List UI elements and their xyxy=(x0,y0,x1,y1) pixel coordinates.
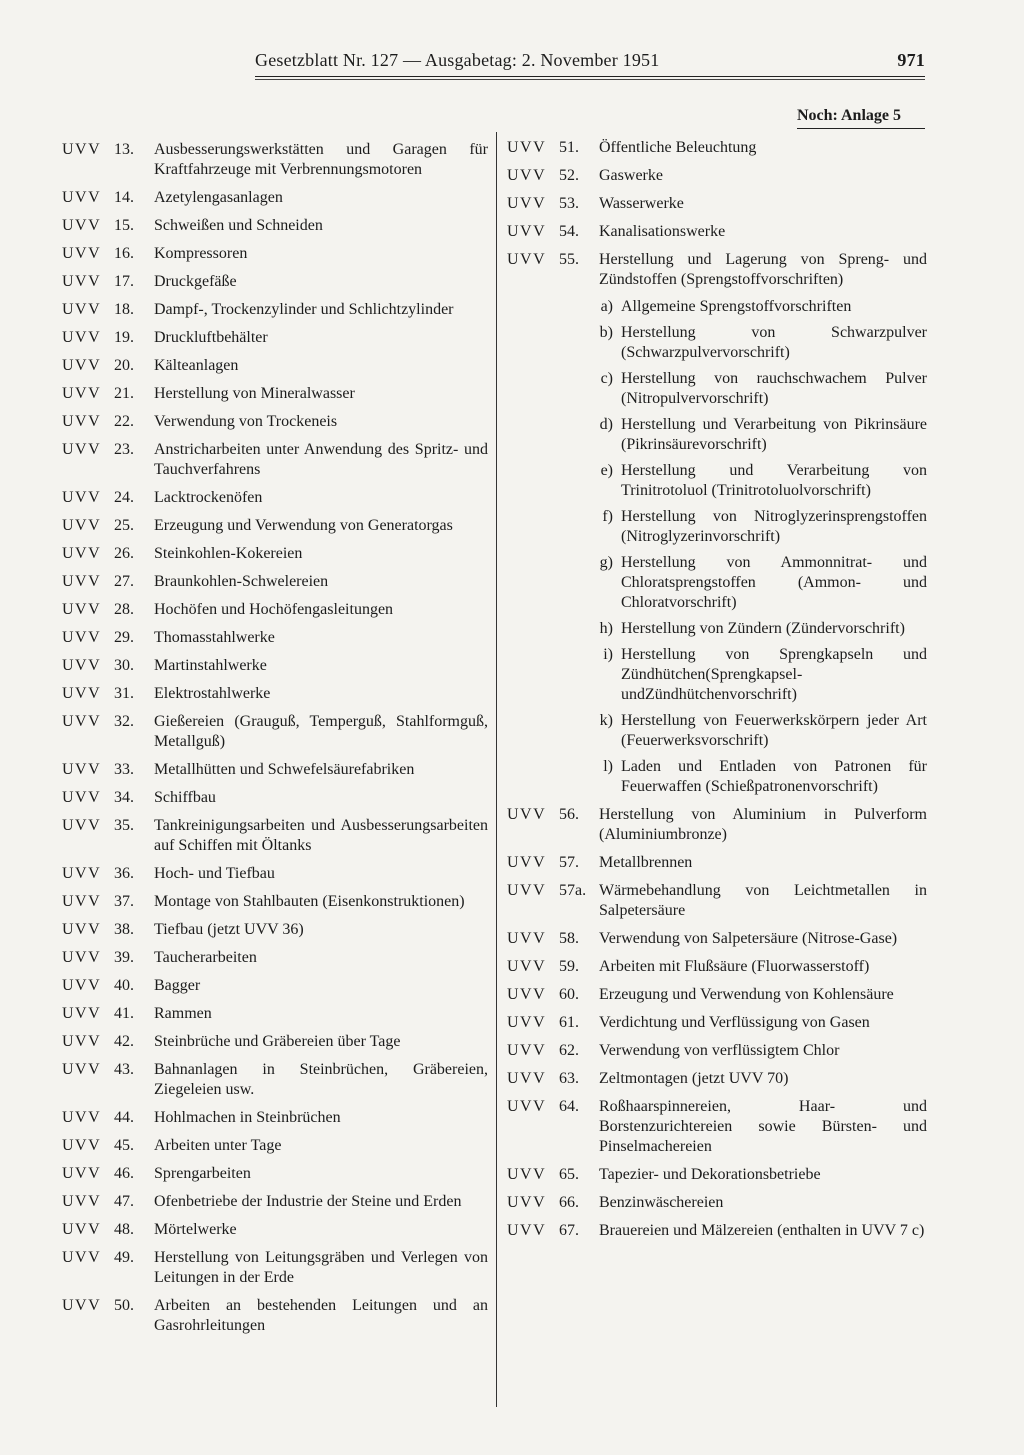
entry-title: Arbeiten unter Tage xyxy=(154,1137,282,1154)
entry-prefix: UVV xyxy=(62,1249,102,1266)
regulation-entry xyxy=(62,976,488,996)
entry-prefix: UVV xyxy=(62,301,102,318)
entry-title: Arbeiten mit Flußsäure (Fluorwasserstoff) xyxy=(599,958,870,975)
sub-letter: a) xyxy=(600,298,613,315)
header-rule xyxy=(255,76,925,77)
regulation-entry xyxy=(62,1004,488,1024)
regulation-entry xyxy=(62,572,488,592)
entry-prefix: UVV xyxy=(62,817,102,834)
entry-title: Druckgefäße xyxy=(154,273,237,290)
regulation-entry xyxy=(62,788,488,808)
entry-prefix: UVV xyxy=(62,629,102,646)
entry-number: 67. xyxy=(559,1222,579,1239)
entry-prefix: UVV xyxy=(507,854,547,871)
entry-title: Herstellung von Leitungsgräben und Verlegen von Leitungen in der Erde xyxy=(154,1249,488,1286)
entry-number: 17. xyxy=(114,273,134,290)
entry-prefix: UVV xyxy=(507,930,547,947)
entry-title: Schweißen und Schneiden xyxy=(154,217,323,234)
entry-prefix: UVV xyxy=(62,385,102,402)
entry-title: Anstricharbeiten unter Anwendung des Spritz- und Tauchverfahrens xyxy=(154,441,488,478)
regulation-entry xyxy=(507,1193,927,1213)
entry-number: 48. xyxy=(114,1221,134,1238)
entry-title: Gießereien (Grauguß, Temperguß, Stahlformguß, Metallguß) xyxy=(154,713,488,750)
entry-number: 52. xyxy=(559,167,579,184)
entry-number: 64. xyxy=(559,1098,579,1115)
sub-title: Herstellung von Sprengkapseln und Zündhütchen(Sprengkapsel-undZündhütchenvorschrift) xyxy=(621,646,927,703)
sub-title: Herstellung von Schwarzpulver (Schwarzpulvervorschrift) xyxy=(621,324,927,361)
entry-number: 34. xyxy=(114,789,134,806)
sub-title: Allgemeine Sprengstoffvorschriften xyxy=(621,298,852,315)
regulation-entry xyxy=(507,166,927,186)
sub-letter: c) xyxy=(600,370,613,387)
sub-letter: g) xyxy=(599,554,613,571)
entry-title: Sprengarbeiten xyxy=(154,1165,251,1182)
regulation-entry xyxy=(62,356,488,376)
entry-title: Wasserwerke xyxy=(599,195,684,212)
entry-title: Metallhütten und Schwefelsäurefabriken xyxy=(154,761,415,778)
regulation-entry xyxy=(62,684,488,704)
regulation-entry xyxy=(62,1060,488,1100)
entry-number: 39. xyxy=(114,949,134,966)
regulation-entry xyxy=(62,488,488,508)
entry-prefix: UVV xyxy=(62,789,102,806)
regulation-entry xyxy=(62,412,488,432)
entry-number: 36. xyxy=(114,865,134,882)
entry-number: 23. xyxy=(114,441,134,458)
entry-title: Verwendung von Salpetersäure (Nitrose-Gase) xyxy=(599,930,898,947)
entry-title: Rammen xyxy=(154,1005,212,1022)
regulation-entry xyxy=(62,1032,488,1052)
entry-number: 56. xyxy=(559,806,579,823)
entry-prefix: UVV xyxy=(62,1165,102,1182)
regulation-entry xyxy=(62,1164,488,1184)
entry-number: 55. xyxy=(559,251,579,268)
entry-title: Brauereien und Mälzereien (enthalten in UVV 7 c) xyxy=(599,1222,925,1239)
entry-number: 38. xyxy=(114,921,134,938)
entry-prefix: UVV xyxy=(507,195,547,212)
page-header xyxy=(255,50,925,71)
entry-title: Steinkohlen-Kokereien xyxy=(154,545,303,562)
sub-regulation-entry xyxy=(507,507,927,547)
entry-number: 35. xyxy=(114,817,134,834)
entry-title: Tiefbau (jetzt UVV 36) xyxy=(154,921,304,938)
entry-prefix: UVV xyxy=(507,986,547,1003)
entry-title: Martinstahlwerke xyxy=(154,657,267,674)
sub-letter: d) xyxy=(599,416,613,433)
entry-number: 33. xyxy=(114,761,134,778)
entry-prefix: UVV xyxy=(62,865,102,882)
entry-prefix: UVV xyxy=(62,357,102,374)
regulation-entry xyxy=(62,328,488,348)
sub-regulation-entry xyxy=(507,645,927,705)
entry-number: 24. xyxy=(114,489,134,506)
entry-number: 14. xyxy=(114,189,134,206)
entry-prefix: UVV xyxy=(62,573,102,590)
entry-prefix: UVV xyxy=(507,1222,547,1239)
entry-prefix: UVV xyxy=(62,517,102,534)
regulation-entry xyxy=(62,948,488,968)
entry-prefix: UVV xyxy=(507,1194,547,1211)
regulation-entry xyxy=(62,216,488,236)
entry-title: Gaswerke xyxy=(599,167,663,184)
page-number: 971 xyxy=(897,50,925,70)
sub-regulation-entry xyxy=(507,553,927,613)
sub-letter: h) xyxy=(599,620,613,637)
entry-title: Steinbrüche und Gräbereien über Tage xyxy=(154,1033,401,1050)
regulation-entry xyxy=(62,1192,488,1212)
regulation-entry xyxy=(507,138,927,158)
entry-title: Ausbesserungswerkstätten und Garagen für Kraftfahrzeuge mit Verbrennungsmotoren xyxy=(154,141,488,178)
entry-number: 16. xyxy=(114,245,134,262)
entry-number: 29. xyxy=(114,629,134,646)
entry-prefix: UVV xyxy=(62,245,102,262)
entry-prefix: UVV xyxy=(507,1098,547,1115)
entry-number: 45. xyxy=(114,1137,134,1154)
entry-prefix: UVV xyxy=(62,1061,102,1078)
regulation-entry xyxy=(62,244,488,264)
regulation-entry xyxy=(507,1221,927,1241)
entry-title: Hoch- und Tiefbau xyxy=(154,865,275,882)
entry-number: 15. xyxy=(114,217,134,234)
entry-number: 18. xyxy=(114,301,134,318)
regulation-entry xyxy=(62,1220,488,1240)
entry-title: Herstellung von Aluminium in Pulverform (Aluminiumbronze) xyxy=(599,806,927,843)
column-divider xyxy=(496,132,497,1407)
entry-number: 27. xyxy=(114,573,134,590)
entry-number: 13. xyxy=(114,141,134,158)
sub-regulation-entry xyxy=(507,323,927,363)
entry-prefix: UVV xyxy=(507,251,547,268)
regulation-entry xyxy=(62,600,488,620)
entry-prefix: UVV xyxy=(62,329,102,346)
sub-regulation-entry xyxy=(507,757,927,797)
entry-number: 49. xyxy=(114,1249,134,1266)
entry-number: 42. xyxy=(114,1033,134,1050)
entry-number: 65. xyxy=(559,1166,579,1183)
entry-prefix: UVV xyxy=(507,958,547,975)
entry-number: 58. xyxy=(559,930,579,947)
entry-number: 60. xyxy=(559,986,579,1003)
entry-title: Tapezier- und Dekorationsbetriebe xyxy=(599,1166,821,1183)
entry-title: Roßhaarspinnereien, Haar- und Borstenzurichtereien sowie Bürsten- und Pinselmachereien xyxy=(599,1098,927,1155)
entry-title: Erzeugung und Verwendung von Generatorgas xyxy=(154,517,453,534)
entry-prefix: UVV xyxy=(507,167,547,184)
annex-label: Noch: Anlage 5 xyxy=(797,107,901,124)
entry-prefix: UVV xyxy=(62,921,102,938)
entry-title: Azetylengasanlagen xyxy=(154,189,283,206)
entry-prefix: UVV xyxy=(62,273,102,290)
entry-prefix: UVV xyxy=(62,601,102,618)
entry-title: Zeltmontagen (jetzt UVV 70) xyxy=(599,1070,789,1087)
entry-title: Verdichtung und Verflüssigung von Gasen xyxy=(599,1014,870,1031)
regulation-entry xyxy=(62,920,488,940)
entry-prefix: UVV xyxy=(62,949,102,966)
entry-number: 21. xyxy=(114,385,134,402)
sub-letter: b) xyxy=(599,324,613,341)
sub-regulation-entry xyxy=(507,461,927,501)
sub-title: Herstellung von Zündern (Zündervorschrift) xyxy=(621,620,905,637)
entry-prefix: UVV xyxy=(62,545,102,562)
regulation-entry xyxy=(62,1136,488,1156)
regulation-entry xyxy=(62,188,488,208)
entry-number: 20. xyxy=(114,357,134,374)
regulation-entry xyxy=(507,1097,927,1157)
entry-prefix: UVV xyxy=(507,1014,547,1031)
entry-title: Verwendung von verflüssigtem Chlor xyxy=(599,1042,840,1059)
entry-title: Erzeugung und Verwendung von Kohlensäure xyxy=(599,986,894,1003)
sub-regulation-entry xyxy=(507,619,927,639)
regulation-entry xyxy=(507,222,927,242)
entry-title: Kompressoren xyxy=(154,245,248,262)
annex-underline xyxy=(797,128,925,129)
regulation-entry xyxy=(507,853,927,873)
entry-prefix: UVV xyxy=(62,1193,102,1210)
entry-number: 32. xyxy=(114,713,134,730)
entry-number: 53. xyxy=(559,195,579,212)
entry-number: 37. xyxy=(114,893,134,910)
regulation-entry xyxy=(62,816,488,856)
entry-prefix: UVV xyxy=(62,657,102,674)
regulation-entry xyxy=(507,985,927,1005)
sub-regulation-entry xyxy=(507,711,927,751)
sub-title: Herstellung von rauchschwachem Pulver (Nitropulvervorschrift) xyxy=(621,370,927,407)
regulation-entry xyxy=(62,712,488,752)
regulation-entry xyxy=(62,1296,488,1336)
entry-title: Bagger xyxy=(154,977,201,994)
regulation-entry xyxy=(62,272,488,292)
regulation-entry xyxy=(62,628,488,648)
entry-number: 50. xyxy=(114,1297,134,1314)
regulation-entry xyxy=(62,440,488,480)
regulation-entry xyxy=(62,656,488,676)
regulation-entry xyxy=(507,1013,927,1033)
entry-number: 25. xyxy=(114,517,134,534)
entry-title: Kanalisationswerke xyxy=(599,223,726,240)
entry-title: Mörtelwerke xyxy=(154,1221,237,1238)
entry-title: Verwendung von Trockeneis xyxy=(154,413,338,430)
entry-number: 43. xyxy=(114,1061,134,1078)
entry-number: 57a. xyxy=(559,882,587,899)
regulation-entry xyxy=(507,957,927,977)
entry-title: Öffentliche Beleuchtung xyxy=(599,139,757,156)
sub-title: Laden und Entladen von Patronen für Feuerwaffen (Schießpatronenvorschrift) xyxy=(621,758,927,795)
entry-prefix: UVV xyxy=(507,1166,547,1183)
entry-title: Schiffbau xyxy=(154,789,216,806)
right-column xyxy=(507,138,927,1249)
regulation-entry xyxy=(507,194,927,214)
entry-prefix: UVV xyxy=(62,217,102,234)
entry-prefix: UVV xyxy=(507,1042,547,1059)
regulation-entry xyxy=(507,1041,927,1061)
entry-title: Dampf-, Trockenzylinder und Schlichtzylinder xyxy=(154,301,454,318)
entry-number: 51. xyxy=(559,139,579,156)
entry-number: 31. xyxy=(114,685,134,702)
entry-prefix: UVV xyxy=(62,489,102,506)
entry-number: 47. xyxy=(114,1193,134,1210)
entry-title: Bahnanlagen in Steinbrüchen, Gräbereien, Ziegeleien usw. xyxy=(154,1061,488,1098)
entry-prefix: UVV xyxy=(62,413,102,430)
sub-title: Herstellung von Feuerwerkskörpern jeder Art (Feuerwerksvorschrift) xyxy=(621,712,927,749)
entry-prefix: UVV xyxy=(62,1221,102,1238)
entry-title: Taucherarbeiten xyxy=(154,949,257,966)
entry-title: Thomasstahlwerke xyxy=(154,629,275,646)
entry-prefix: UVV xyxy=(62,761,102,778)
entry-number: 63. xyxy=(559,1070,579,1087)
sub-title: Herstellung von Nitroglyzerinsprengstoffen (Nitroglyzerinvorschrift) xyxy=(621,508,927,545)
regulation-entry xyxy=(62,1248,488,1288)
regulation-entry xyxy=(62,516,488,536)
sub-letter: i) xyxy=(603,646,613,663)
entry-number: 57. xyxy=(559,854,579,871)
entry-number: 19. xyxy=(114,329,134,346)
sub-title: Herstellung von Ammonnitrat- und Chloratsprengstoffen (Ammon- und Chloratvorschrift) xyxy=(621,554,927,611)
entry-title: Wärmebehandlung von Leichtmetallen in Salpetersäure xyxy=(599,882,927,919)
entry-prefix: UVV xyxy=(507,223,547,240)
entry-number: 41. xyxy=(114,1005,134,1022)
sub-regulation-entry xyxy=(507,369,927,409)
regulation-entry xyxy=(507,250,927,290)
entry-number: 22. xyxy=(114,413,134,430)
entry-number: 61. xyxy=(559,1014,579,1031)
entry-number: 40. xyxy=(114,977,134,994)
regulation-entry xyxy=(507,929,927,949)
entry-title: Herstellung von Mineralwasser xyxy=(154,385,355,402)
entry-title: Druckluftbehälter xyxy=(154,329,268,346)
entry-number: 66. xyxy=(559,1194,579,1211)
entry-prefix: UVV xyxy=(62,1297,102,1314)
entry-title: Braunkohlen-Schwelereien xyxy=(154,573,329,590)
entry-prefix: UVV xyxy=(62,1033,102,1050)
entry-number: 62. xyxy=(559,1042,579,1059)
entry-title: Ofenbetriebe der Industrie der Steine und Erden xyxy=(154,1193,462,1210)
entry-prefix: UVV xyxy=(62,713,102,730)
entry-title: Hohlmachen in Steinbrüchen xyxy=(154,1109,341,1126)
sub-regulation-entry xyxy=(507,297,927,317)
sub-regulation-entry xyxy=(507,415,927,455)
regulation-entry xyxy=(62,544,488,564)
regulation-entry xyxy=(62,1108,488,1128)
entry-title: Montage von Stahlbauten (Eisenkonstruktionen) xyxy=(154,893,465,910)
entry-prefix: UVV xyxy=(62,1005,102,1022)
entry-prefix: UVV xyxy=(507,139,547,156)
sub-letter: k) xyxy=(599,712,613,729)
entry-title: Metallbrennen xyxy=(599,854,693,871)
sub-letter: e) xyxy=(600,462,613,479)
entry-title: Lacktrockenöfen xyxy=(154,489,263,506)
regulation-entry xyxy=(62,300,488,320)
entry-title: Kälteanlagen xyxy=(154,357,239,374)
entry-number: 28. xyxy=(114,601,134,618)
sub-letter: f) xyxy=(602,508,613,525)
sub-title: Herstellung und Verarbeitung von Trinitrotoluol (Trinitrotoluolvorschrift) xyxy=(621,462,927,499)
sub-title: Herstellung und Verarbeitung von Pikrinsäure (Pikrinsäurevorschrift) xyxy=(621,416,927,453)
entry-prefix: UVV xyxy=(507,1070,547,1087)
entry-prefix: UVV xyxy=(62,441,102,458)
entry-title: Elektrostahlwerke xyxy=(154,685,271,702)
regulation-entry xyxy=(62,140,488,180)
regulation-entry xyxy=(62,384,488,404)
regulation-entry xyxy=(507,1069,927,1089)
entry-prefix: UVV xyxy=(62,893,102,910)
regulation-entry xyxy=(62,760,488,780)
left-column xyxy=(62,140,488,1344)
entry-title: Benzinwäschereien xyxy=(599,1194,724,1211)
entry-number: 59. xyxy=(559,958,579,975)
entry-prefix: UVV xyxy=(62,977,102,994)
regulation-entry xyxy=(507,805,927,845)
entry-number: 46. xyxy=(114,1165,134,1182)
entry-prefix: UVV xyxy=(62,1137,102,1154)
entry-prefix: UVV xyxy=(62,685,102,702)
entry-number: 26. xyxy=(114,545,134,562)
entry-prefix: UVV xyxy=(62,1109,102,1126)
entry-title: Tankreinigungsarbeiten und Ausbesserungsarbeiten auf Schiffen mit Öltanks xyxy=(154,817,488,854)
entry-prefix: UVV xyxy=(62,141,102,158)
regulation-entry xyxy=(507,1165,927,1185)
sub-letter: l) xyxy=(603,758,613,775)
regulation-entry xyxy=(62,892,488,912)
entry-prefix: UVV xyxy=(507,806,547,823)
regulation-entry xyxy=(62,864,488,884)
entry-number: 30. xyxy=(114,657,134,674)
entry-title: Arbeiten an bestehenden Leitungen und an Gasrohrleitungen xyxy=(154,1297,488,1334)
entry-title: Hochöfen und Hochöfengasleitungen xyxy=(154,601,394,618)
header-rule-thin xyxy=(255,79,925,80)
entry-title: Herstellung und Lagerung von Spreng- und Zündstoffen (Sprengstoffvorschriften) xyxy=(599,251,927,288)
regulation-entry xyxy=(507,881,927,921)
entry-number: 54. xyxy=(559,223,579,240)
header-title: Gesetzblatt Nr. 127 — Ausgabetag: 2. November 1951 xyxy=(255,50,660,70)
entry-number: 44. xyxy=(114,1109,134,1126)
entry-prefix: UVV xyxy=(507,882,547,899)
entry-prefix: UVV xyxy=(62,189,102,206)
